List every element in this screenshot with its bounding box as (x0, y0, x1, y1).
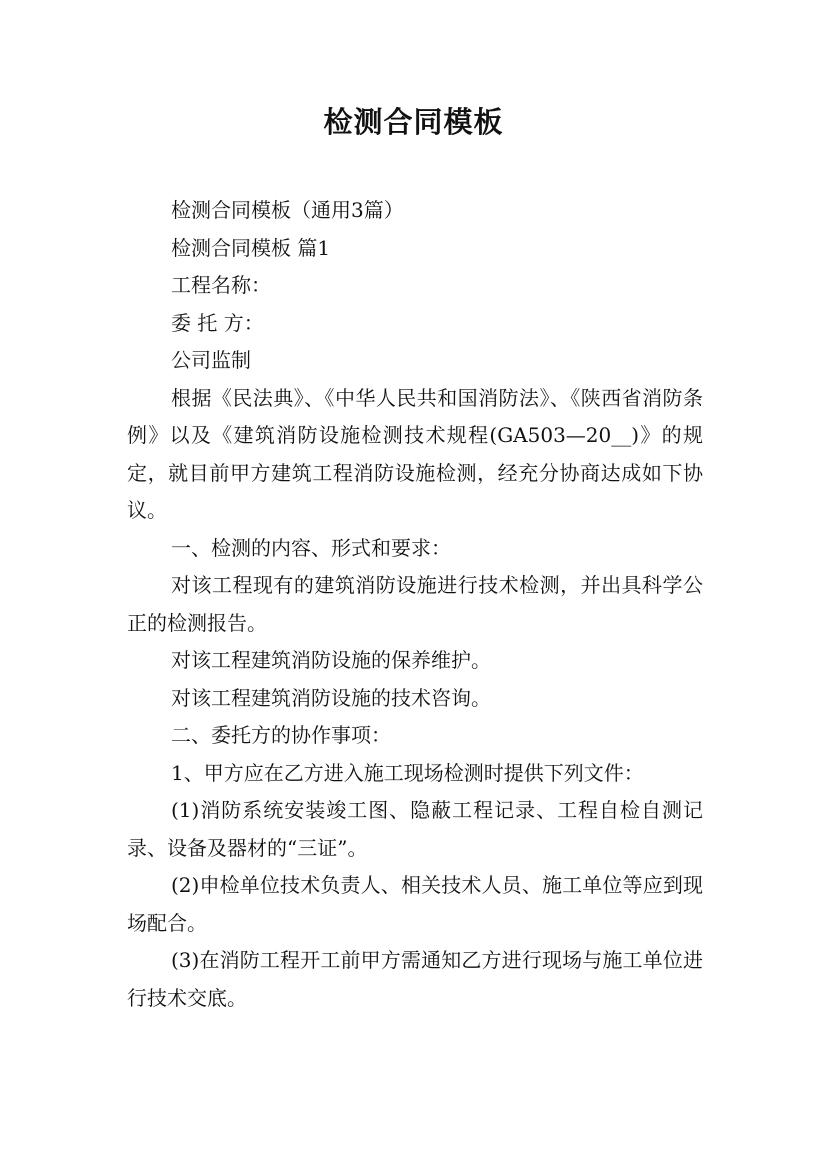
preamble-paragraph: 根据《民法典》、《中华人民共和国消防法》、《陕西省消防条例》以及《建筑消防设施检测技术规程(GA503—20__)》的规定，就目前甲方建筑工程消防设施检测，经充分协商达成如下协议。 (127, 385, 703, 522)
consulting-paragraph: 对该工程建筑消防设施的技术咨询。 (171, 685, 491, 710)
section-heading-paragraph: 检测合同模板 篇1 (171, 235, 331, 260)
clause-1-item-1-paragraph: (1)消防系统安装竣工图、隐蔽工程记录、工程自检自测记录、设备及器材的“三证”。 (127, 798, 703, 860)
supervisor-paragraph: 公司监制 (171, 348, 251, 372)
section-one-heading: 一、检测的内容、形式和要求： (171, 535, 451, 560)
clause-1-item-2-paragraph: (2)申检单位技术负责人、相关技术人员、施工单位等应到现场配合。 (127, 873, 703, 935)
clause-1-item-3-paragraph: (3)在消防工程开工前甲方需通知乙方进行现场与施工单位进行技术交底。 (127, 948, 703, 1010)
client-paragraph: 委 托 方： (171, 310, 264, 335)
maintenance-paragraph: 对该工程建筑消防设施的保养维护。 (171, 648, 491, 672)
subtitle-paragraph: 检测合同模板（通用3篇） (171, 198, 404, 222)
clause-1-paragraph: 1、甲方应在乙方进入施工现场检测时提供下列文件： (171, 760, 644, 785)
inspection-content-paragraph: 对该工程现有的建筑消防设施进行技术检测，并出具科学公正的检测报告。 (127, 573, 703, 635)
document-title: 检测合同模板 (323, 105, 504, 139)
section-two-heading: 二、委托方的协作事项： (171, 723, 391, 747)
project-name-paragraph: 工程名称： (171, 273, 271, 297)
document-body (127, 192, 703, 1017)
